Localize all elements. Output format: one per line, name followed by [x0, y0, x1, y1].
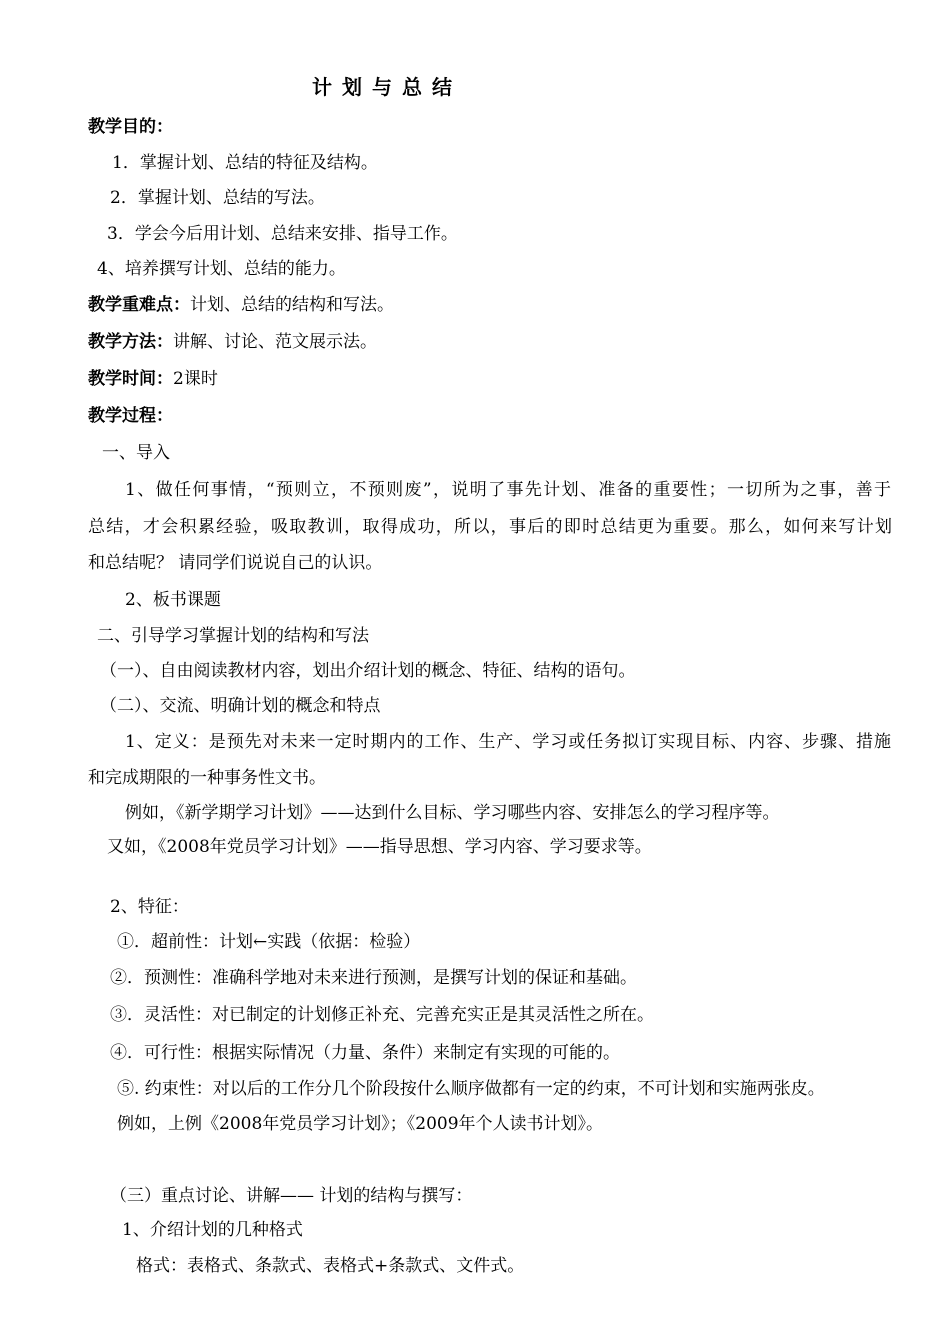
feature-item: ⑤. 约束性：对以后的工作分几个阶段按什么顺序做都有一定的约束，不可计划和实施两张皮。: [117, 1079, 825, 1099]
section2-sub2: （二）、交流、明确计划的概念和特点: [100, 696, 381, 716]
method-label: 教学方法：: [88, 332, 173, 352]
page-title: 计划与总结: [312, 75, 462, 99]
example-line: 又如，《2008年党员学习计划》——指导思想、学习内容、学习要求等。: [107, 837, 652, 857]
method-text: 讲解、讨论、范文展示法。: [173, 332, 377, 352]
features-heading: 2、特征：: [110, 897, 189, 917]
objective-item: 1．掌握计划、总结的特征及结构。: [112, 153, 378, 173]
definition-line: 1、定义：是预先对未来一定时期内的工作、生产、学习或任务拟订实现目标、内容、步骤、措施: [125, 732, 891, 752]
time-text: 2课时: [173, 369, 218, 389]
example-line: 例如，《新学期学习计划》——达到什么目标、学习哪些内容、安排怎么的学习程序等。: [125, 803, 780, 823]
time-line: [88, 368, 218, 390]
formats-heading: 1、介绍计划的几种格式: [122, 1220, 303, 1240]
method-line: [88, 331, 377, 353]
feature-item: ④．可行性：根据实际情况（力量、条件）来制定有实现的可能的。: [110, 1043, 620, 1063]
section2-heading: 二、引导学习掌握计划的结构和写法: [97, 626, 369, 646]
feature-item: ③．灵活性：对已制定的计划修正补充、完善充实正是其灵活性之所在。: [110, 1005, 654, 1025]
section2-sub1: （一）、自由阅读教材内容，划出介绍计划的概念、特征、结构的语句。: [100, 661, 636, 681]
intro-paragraph-line: 和总结呢？ 请同学们说说自己的认识。: [88, 553, 383, 573]
formats-text: 格式：表格式、条款式、表格式+条款式、文件式。: [136, 1256, 525, 1276]
feature-item: ①．超前性：计划←实践（依据：检验）: [117, 932, 421, 952]
intro-heading: 一、导入: [102, 443, 170, 463]
key-points-line: [88, 294, 394, 316]
intro-subitem: 2、板书课题: [125, 590, 221, 610]
time-label: 教学时间：: [88, 369, 173, 389]
intro-paragraph-line: 1、做任何事情，“预则立，不预则废”，说明了事先计划、准备的重要性；一切所为之事，善于: [125, 480, 891, 500]
example-line: 例如，上例《2008年党员学习计划》；《2009年个人读书计划》。: [117, 1114, 604, 1134]
objective-item: 2．掌握计划、总结的写法。: [110, 188, 325, 208]
feature-item: ②．预测性：准确科学地对未来进行预测，是撰写计划的保证和基础。: [110, 968, 637, 988]
process-heading: 教学过程：: [88, 406, 173, 426]
objective-item: 3．学会今后用计划、总结来安排、指导工作。: [107, 224, 458, 244]
intro-paragraph-line: 总结，才会积累经验，吸取教训，取得成功，所以，事后的即时总结更为重要。那么，如何来写计划: [88, 517, 892, 537]
key-points-text: 计划、总结的结构和写法。: [190, 295, 394, 315]
key-points-label: 教学重难点：: [88, 295, 190, 315]
objectives-heading: 教学目的：: [88, 117, 173, 137]
definition-line: 和完成期限的一种事务性文书。: [88, 768, 326, 788]
objective-item: 4、培养撰写计划、总结的能力。: [97, 259, 346, 279]
section2-sub3: （三）重点讨论、讲解—— 计划的结构与撰写：: [110, 1186, 473, 1206]
